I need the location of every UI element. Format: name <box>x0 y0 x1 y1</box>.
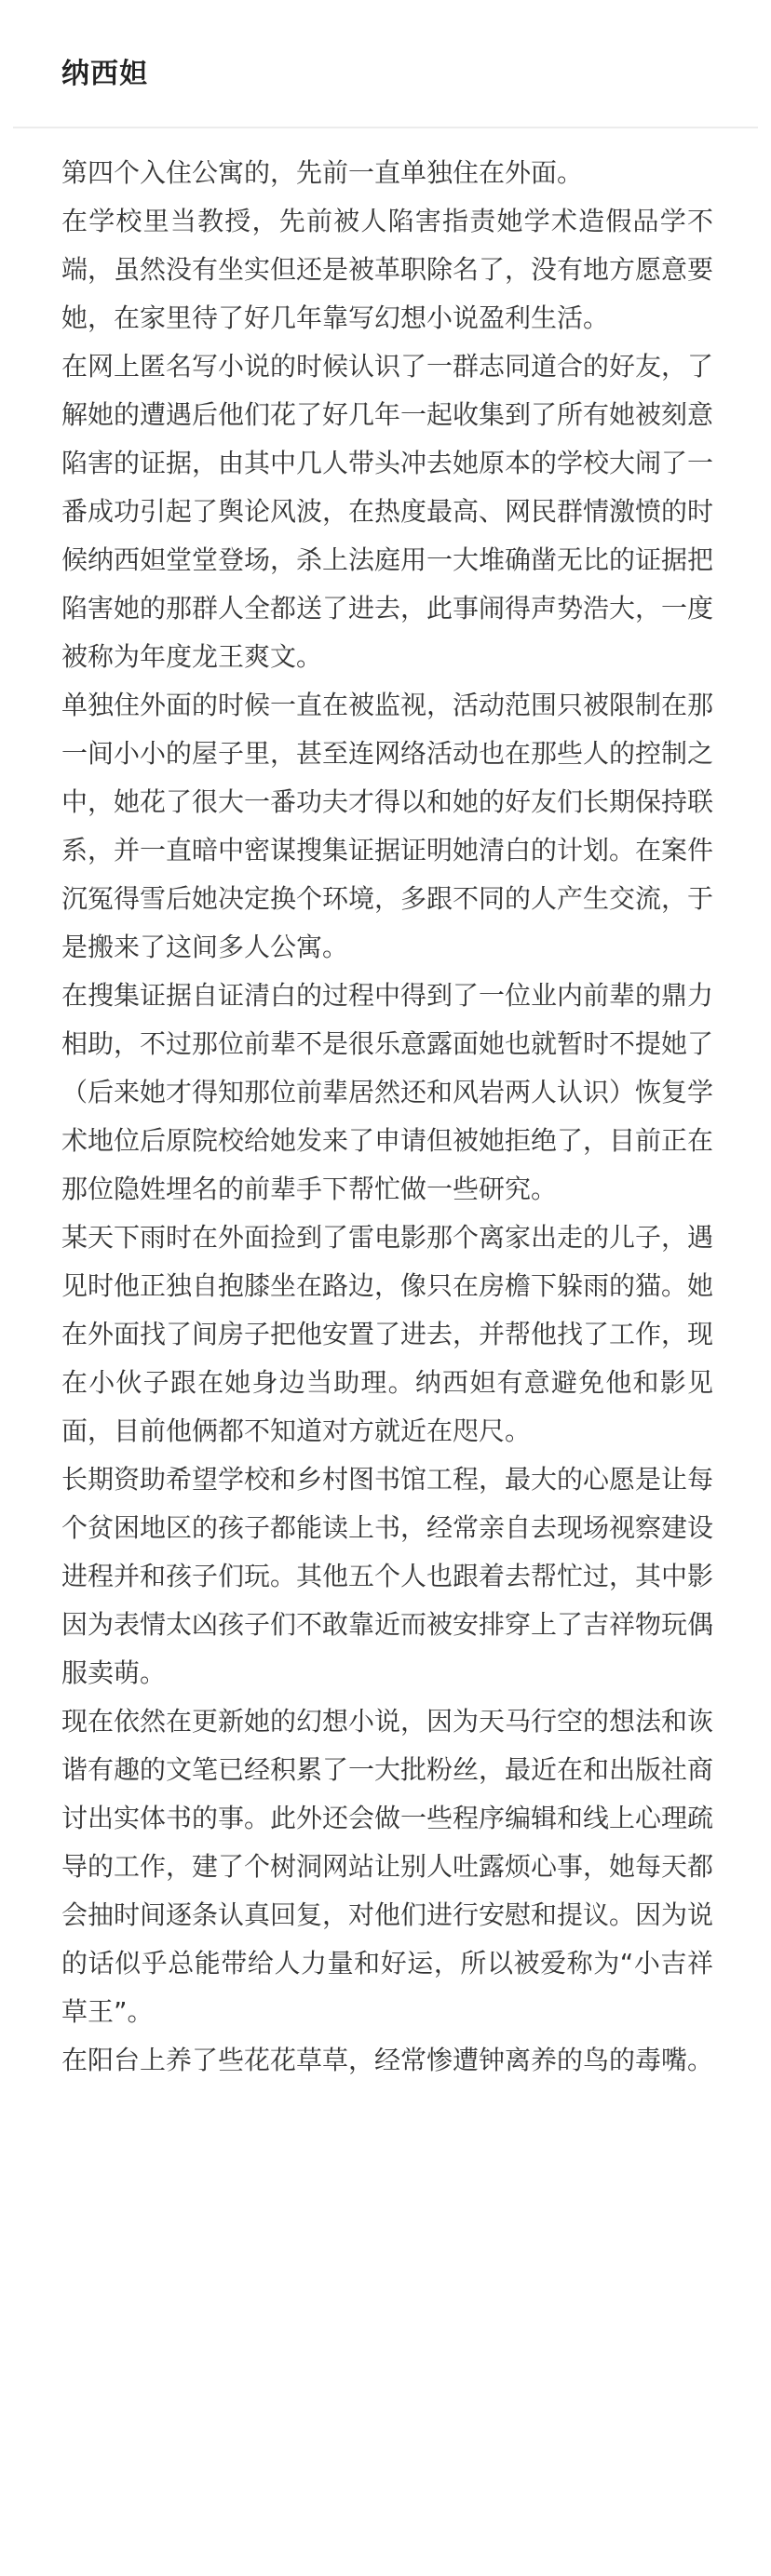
header-divider <box>13 127 758 128</box>
paragraph-balcony: 在阳台上养了些花花草草，经常惨遭钟离养的鸟的毒嘴。 <box>61 2045 714 2075</box>
paragraph-vindication: 在网上匿名写小说的时候认识了一群志同道合的好友，了解她的遭遇后他们花了好几年一起收集到了所有她被刻意陷害的证据，由其中几人带头冲去她原本的学校大闹了一番成功引起了舆论风波，在热度最高、网民群情激愤的时候纳西妲堂堂登场，杀上法庭用一大堆确凿无比的证据把陷害她的那群人全都送了进去，此事闹得声势浩大，一度被称为年度龙王爽文。 <box>61 351 714 672</box>
paragraph-surveillance: 单独住外面的时候一直在被监视，活动范围只被限制在那一间小小的屋子里，甚至连网络活动也在那些人的控制之中，她花了很大一番功夫才得以和她的好友们长期保持联系，并一直暗中密谋搜集证据证明她清白的计划。在案件沉冤得雪后她决定换个环境，多跟不同的人产生交流，于是搬来了这间多人公寓。 <box>61 690 714 962</box>
paragraph-background: 在学校里当教授，先前被人陷害指责她学术造假品学不端，虽然没有坐实但还是被革职除名了，没有地方愿意要她，在家里待了好几年靠写幻想小说盈利生活。 <box>61 206 714 333</box>
paragraph-novel: 现在依然在更新她的幻想小说，因为天马行空的想法和诙谐有趣的文笔已经积累了一大批粉丝，最近在和出版社商讨出实体书的事。此外还会做一些程序编辑和线上心理疏导的工作，建了个树洞网站让别人吐露烦心事，她每天都会抽时间逐条认真回复，对他们进行安慰和提议。因为说的话似乎总能带给人力量和好运，所以被爱称为“小吉祥草王”。 <box>61 1706 714 2027</box>
paragraph-senior-help: 在搜集证据自证清白的过程中得到了一位业内前辈的鼎力相助，不过那位前辈不是很乐意露面她也就暂时不提她了（后来她才得知那位前辈居然还和风岩两人认识）恢复学术地位后原院校给她发来了申请但被她拒绝了，目前正在那位隐姓埋名的前辈手下帮忙做一些研究。 <box>61 980 714 1204</box>
page-header <box>0 0 771 127</box>
paragraph-intro: 第四个入住公寓的，先前一直单独住在外面。 <box>61 157 584 188</box>
paragraph-charity: 长期资助希望学校和乡村图书馆工程，最大的心愿是让每个贫困地区的孩子都能读上书，经常亲自去现场视察建设进程并和孩子们玩。其他五个人也跟着去帮忙过，其中影因为表情太凶孩子们不敢靠近而被安排穿上了吉祥物玩偶服卖萌。 <box>61 1464 714 1688</box>
paragraph-assistant: 某天下雨时在外面捡到了雷电影那个离家出走的儿子，遇见时他正独自抱膝坐在路边，像只在房檐下躲雨的猫。她在外面找了间房子把他安置了进去，并帮他找了工作，现在小伙子跟在她身边当助理。纳西妲有意避免他和影见面，目前他俩都不知道对方就近在咫尺。 <box>61 1222 714 1446</box>
article-body <box>61 149 713 2085</box>
page-title: 纳西妲 <box>61 58 148 90</box>
